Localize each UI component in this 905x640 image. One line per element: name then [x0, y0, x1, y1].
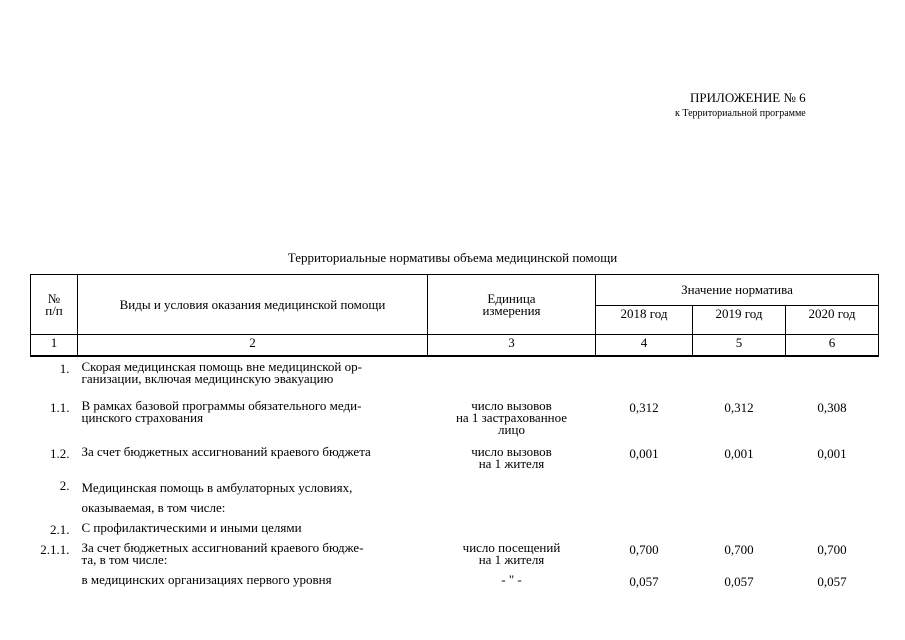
row-description [78, 356, 428, 396]
row-value-2018: 0,700 [629, 542, 659, 557]
row-unit-line: число вызовов [471, 398, 552, 413]
column-number-cell: 2 [78, 335, 428, 357]
row-value-2019: 0,312 [724, 400, 754, 415]
row-description [78, 570, 428, 594]
row-number: 1.1. [50, 400, 70, 415]
header-number [31, 275, 78, 335]
row-value-2018 [596, 356, 693, 396]
row-description [78, 538, 428, 570]
row-unit [428, 570, 596, 594]
row-value-2020 [786, 356, 879, 396]
row-value-2018: 0,312 [629, 400, 659, 415]
row-description-line: Скорая медицинская помощь вне медицинской ор- [81, 359, 362, 374]
header-unit-line: измерения [482, 302, 541, 318]
row-description [78, 396, 428, 442]
row-unit-line: - " - [501, 572, 522, 587]
appendix-label: ПРИЛОЖЕНИЕ № 6 [690, 90, 806, 105]
column-number-cell: 5 [693, 335, 786, 357]
column-number-cell: 4 [596, 335, 693, 357]
row-description-line: За счет бюджетных ассигнований краевого бюдже- [81, 540, 364, 555]
header-year-2019: 2019 год [693, 306, 786, 335]
row-value-2018: 0,057 [629, 574, 659, 589]
row-description [78, 474, 428, 518]
row-description-line: та, в том числе: [81, 552, 168, 567]
table-row [31, 538, 879, 570]
row-unit-line: число посещений [462, 540, 561, 555]
row-unit-line: на 1 жителя [478, 552, 545, 567]
row-value-2019: 0,057 [724, 574, 754, 589]
row-description-line: в медицинских организациях первого уровня [81, 572, 332, 587]
row-description [78, 442, 428, 474]
row-unit [428, 518, 596, 538]
row-value-2018 [596, 474, 693, 518]
document-title: Территориальные нормативы объема медицинской помощи [287, 250, 618, 265]
header-unit [428, 275, 596, 335]
row-number: 1. [59, 361, 70, 376]
row-number [31, 570, 78, 594]
column-number-cell: 6 [786, 335, 879, 357]
row-value-2020: 0,700 [817, 542, 847, 557]
row-description-line: За счет бюджетных ассигнований краевого бюджета [81, 444, 371, 459]
norms-table [30, 274, 879, 594]
table-row [31, 442, 879, 474]
row-value-2020 [786, 474, 879, 518]
header-unit-line: Единица [487, 290, 536, 306]
row-unit-line: число вызовов [471, 444, 552, 459]
row-value-2018: 0,001 [629, 446, 659, 461]
header-number-line: № [47, 290, 61, 306]
row-unit [428, 356, 596, 396]
header-year-2020: 2020 год [786, 306, 879, 335]
row-number: 2. [59, 478, 70, 493]
row-unit [428, 474, 596, 518]
row-description-line: Медицинская помощь в амбулаторных условиях, [81, 480, 353, 495]
row-value-2018 [596, 518, 693, 538]
row-value-2019: 0,001 [724, 446, 754, 461]
row-description-line: ганизации, включая медицинскую эвакуацию [81, 371, 334, 386]
row-description-line: оказываемая, в том числе: [81, 500, 226, 515]
row-value-2020: 0,057 [817, 574, 847, 589]
header-number-line: п/п [45, 302, 63, 318]
row-unit [428, 538, 596, 570]
row-number: 2.1.1. [40, 542, 70, 557]
appendix-subtitle: к Территориальной программе [675, 108, 806, 119]
row-value-2019 [693, 474, 786, 518]
row-description-line: цинского страхования [81, 410, 204, 425]
table-row [31, 518, 879, 538]
column-number-cell: 1 [31, 335, 78, 357]
row-description [78, 518, 428, 538]
row-value-2019 [693, 356, 786, 396]
table-row [31, 570, 879, 594]
row-value-2020: 0,308 [817, 400, 847, 415]
table-row [31, 474, 879, 518]
row-value-2019: 0,700 [724, 542, 754, 557]
row-unit-line: на 1 жителя [478, 456, 545, 471]
row-number: 2.1. [50, 522, 70, 537]
header-year-2018: 2018 год [596, 306, 693, 335]
table-body [31, 356, 879, 594]
row-description-line: В рамках базовой программы обязательного меди- [81, 398, 362, 413]
row-number: 1.2. [50, 446, 70, 461]
row-description-line: С профилактическими и иными целями [81, 520, 302, 535]
table-row [31, 396, 879, 442]
row-unit [428, 396, 596, 442]
row-unit [428, 442, 596, 474]
row-value-2020 [786, 518, 879, 538]
table-row [31, 356, 879, 396]
row-value-2019 [693, 518, 786, 538]
column-number-cell: 3 [428, 335, 596, 357]
row-unit-line: лицо [498, 422, 525, 437]
row-unit-line: на 1 застрахованное [455, 410, 568, 425]
row-value-2020: 0,001 [817, 446, 847, 461]
header-name: Виды и условия оказания медицинской помощи [78, 275, 428, 335]
header-values-group: Значение норматива [596, 275, 879, 306]
